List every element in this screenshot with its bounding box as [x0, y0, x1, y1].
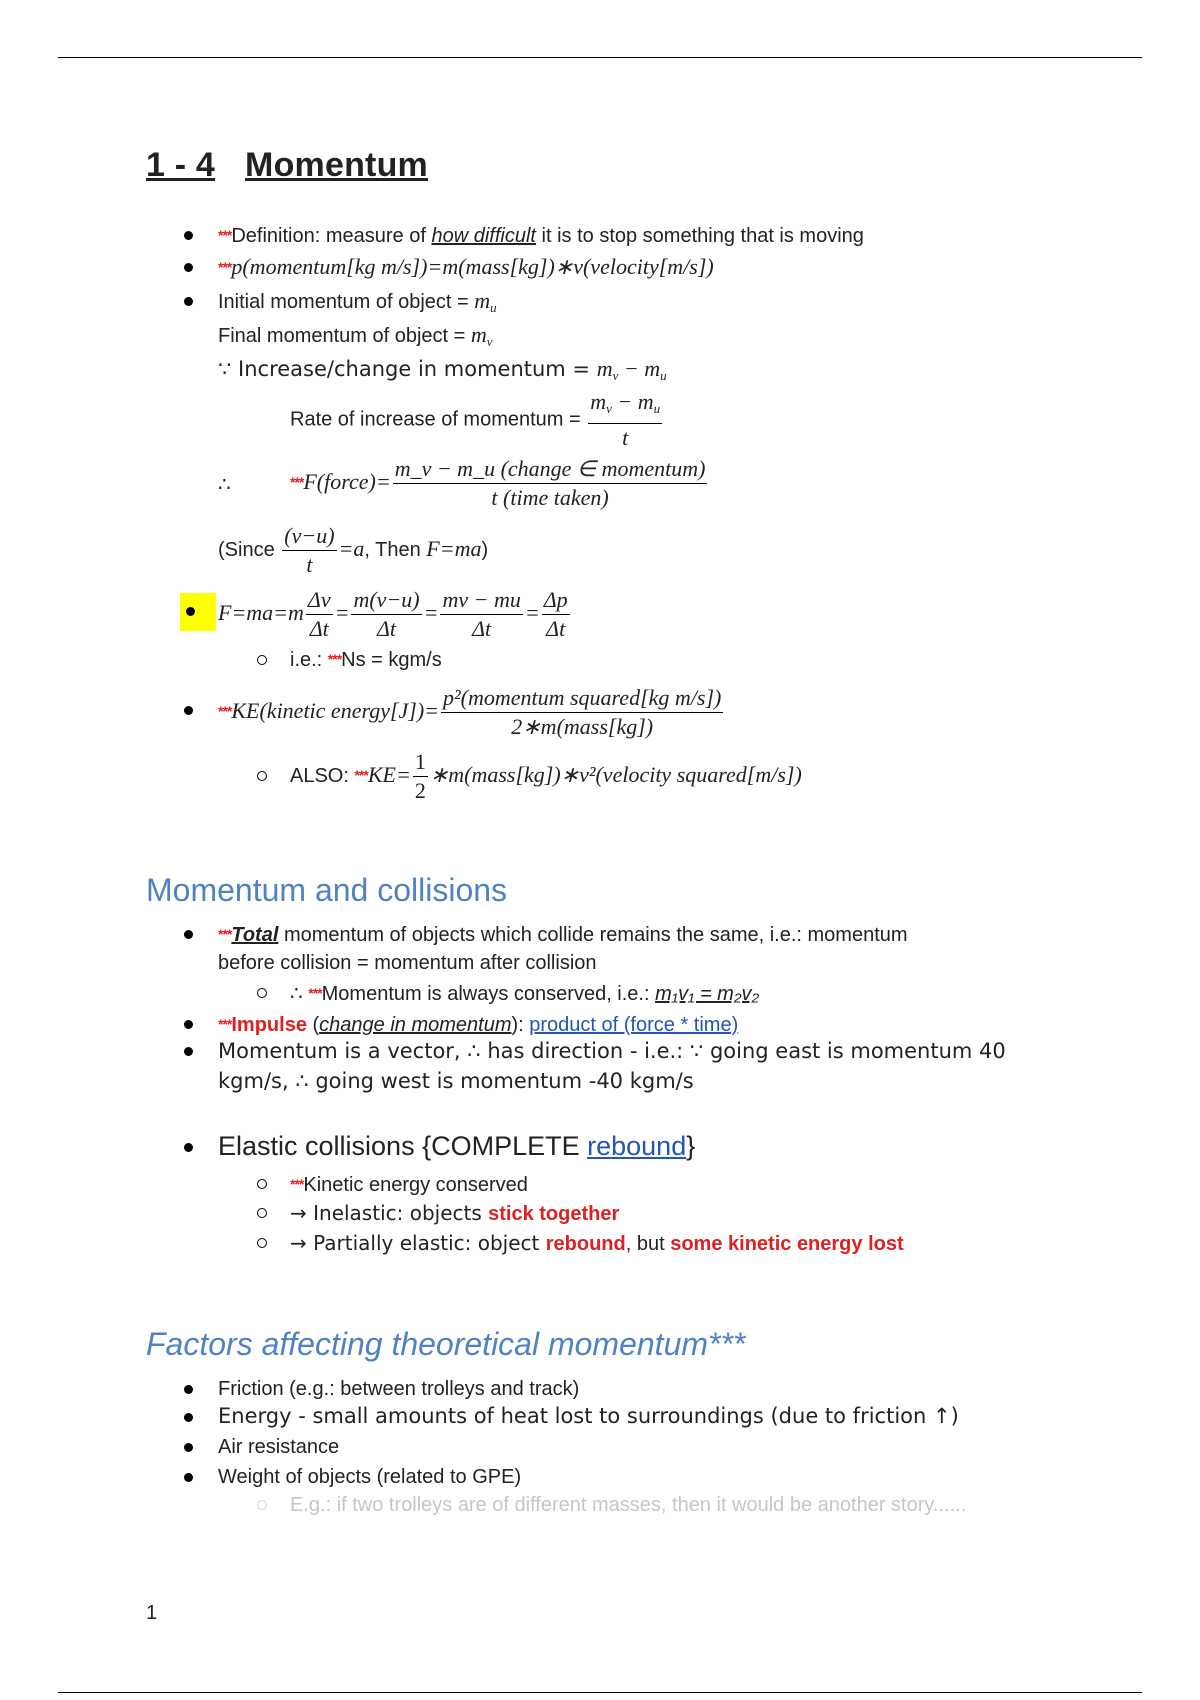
vector-line-cont: kgm/s, ∴ going west is momentum -40 kgm/s: [218, 1069, 694, 1093]
momentum-formula: ***p(momentum[kg m/s])=m(mass[kg])∗v(velocity[m/s]): [218, 254, 714, 279]
bullet: [184, 1376, 193, 1394]
bullet: [184, 1464, 193, 1482]
factor-item: Friction (e.g.: between trolleys and track): [218, 1378, 580, 1400]
factor-item: Weight of objects (related to GPE): [218, 1466, 522, 1488]
initial-momentum: Initial momentum of object = $m_u$: [218, 288, 497, 315]
factor-item: Energy - small amounts of heat lost to surroundings (due to friction ↑): [218, 1404, 959, 1428]
partially-elastic-line: → Partially elastic: object rebound, but some kinetic energy lost: [290, 1231, 904, 1255]
collisions-heading: Momentum and collisions: [146, 872, 508, 908]
definition-line: ***Definition: measure of how difficult it is to stop something that is moving: [218, 225, 864, 247]
factors-heading: Factors affecting theoretical momentum***: [146, 1326, 746, 1362]
force-derivation: F=ma=m $\frac{\Delta v}{\Delta t}$ = $\frac{m(v-u)}{\Delta t}$ = $\frac{mv - mu}{\Delta t}$ = $\frac{\Delta p}{\Delta t}$: [218, 587, 568, 642]
bottom-rule: [58, 1692, 1142, 1693]
impulse-line: ***Impulse (change in momentum): product of (force * time): [218, 1014, 739, 1036]
rebound-link[interactable]: rebound: [587, 1131, 687, 1161]
sub-bullet: [257, 1500, 267, 1510]
final-momentum: Final momentum of object = $m_v$: [218, 322, 493, 349]
sub-bullet: [257, 988, 267, 998]
sub-bullet: [257, 1208, 267, 1218]
sub-bullet: [257, 1179, 267, 1189]
impulse-link[interactable]: product of (force * time): [529, 1014, 739, 1036]
elastic-collisions: Elastic collisions {COMPLETE rebound}: [218, 1131, 696, 1161]
bullet: [186, 598, 195, 616]
sub-bullet: [257, 1238, 267, 1248]
therefore-symbol: ∴: [218, 474, 231, 496]
sub-bullet: [257, 655, 267, 665]
increase-momentum: ∵ Increase/change in momentum = $m_v - m_u$: [218, 356, 667, 383]
force-formula: ***F(force)= $\frac{\text{m\_v − m\_u (change ∈ momentum)}}{\text{t (time taken)}}$: [290, 456, 706, 511]
total-momentum-cont: before collision = momentum after collision: [218, 952, 597, 974]
page-title: 1 - 4 Momentum: [146, 146, 428, 184]
faded-example: E.g.: if two trolleys are of different masses, then it would be another story......: [290, 1494, 967, 1516]
total-momentum: ***Total momentum of objects which collide remains the same, i.e.: momentum: [218, 924, 908, 946]
kinetic-energy-alt: ALSO: ***KE= $\frac{1}{2}$ ∗m(mass[kg])∗v²(velocity squared[m/s]): [290, 749, 802, 804]
conservation-line: ∴ ***Momentum is always conserved, i.e.: m₁v₁ = m₂v₂: [290, 983, 760, 1005]
vector-line: Momentum is a vector, ∴ has direction - i.e.: ∵ going east is momentum 40: [218, 1039, 1006, 1063]
bullet: [184, 921, 193, 939]
bullet: [184, 1011, 193, 1029]
factor-item: Air resistance: [218, 1436, 340, 1458]
kinetic-energy-formula: ***KE(kinetic energy[J])= $\frac{\text{p²(momentum squared[kg m/s])}}{\text{2∗m(mass[kg])}}$: [218, 685, 722, 740]
bullet: [184, 1404, 193, 1422]
sub-bullet: [257, 771, 267, 781]
since-line: (Since $\frac{(v-u)}{t}$ =a, Then F=ma): [218, 523, 489, 578]
bullet: [184, 697, 193, 715]
ke-conserved: ***Kinetic energy conserved: [290, 1174, 528, 1196]
bullet: [184, 288, 193, 306]
bullet: [184, 222, 193, 240]
bullet: [184, 1134, 193, 1152]
inelastic-line: → Inelastic: objects stick together: [290, 1201, 620, 1225]
rate-of-increase: Rate of increase of momentum = $\frac{m_v - m_u}{t}$: [290, 389, 661, 450]
bullet: [184, 254, 193, 272]
units-line: i.e.: ***Ns = kgm/s: [290, 649, 442, 671]
bullet: [184, 1038, 193, 1056]
page-number: 1: [146, 1602, 158, 1624]
bullet: [184, 1434, 193, 1452]
top-rule: [58, 57, 1142, 58]
